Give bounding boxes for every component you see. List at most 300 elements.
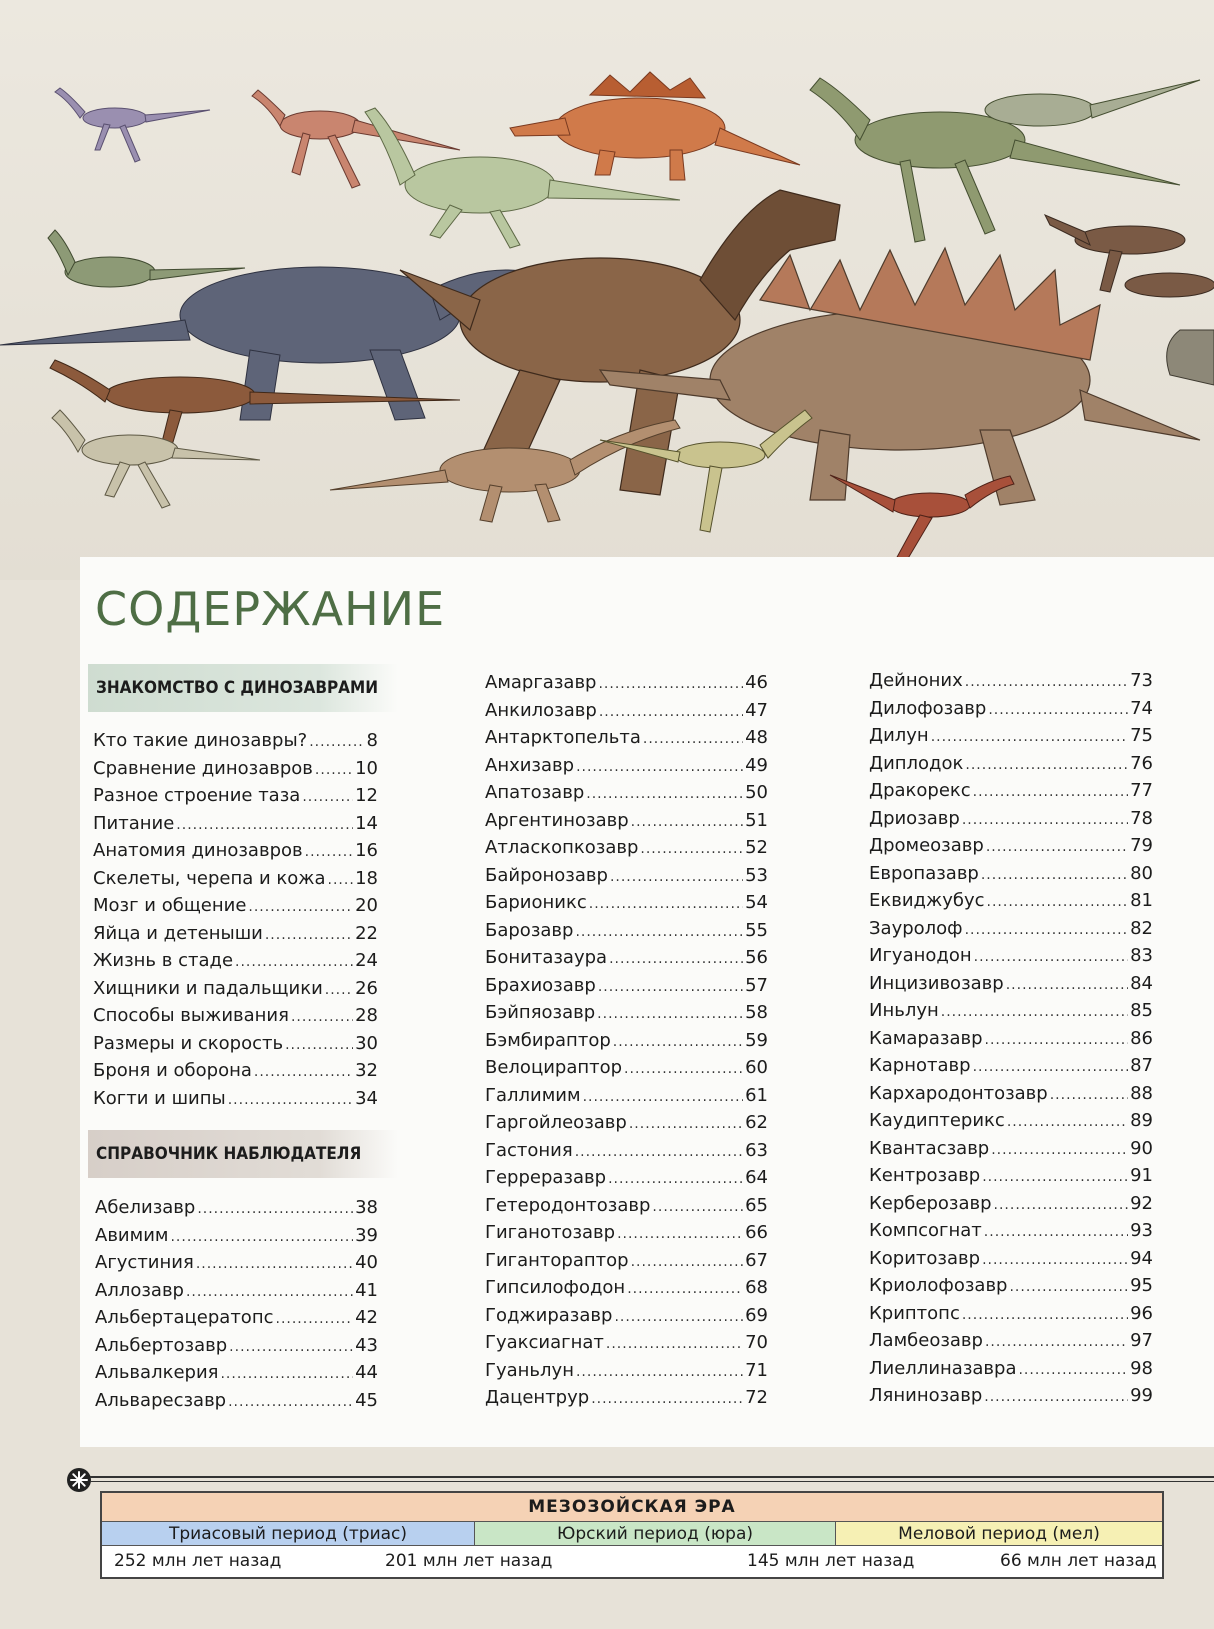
toc-entry-title: Криолофозавр bbox=[869, 1275, 1008, 1296]
dot-leader bbox=[229, 1339, 353, 1355]
toc-entry-page: 71 bbox=[745, 1359, 768, 1381]
toc-entry-title: Антарктопельта bbox=[485, 727, 641, 748]
toc-entry bbox=[869, 1055, 1153, 1083]
toc-entry bbox=[485, 1167, 768, 1195]
toc-entry bbox=[869, 1193, 1153, 1221]
toc-entry bbox=[485, 672, 768, 700]
toc-entry-title: Хищники и падальщики bbox=[93, 977, 323, 999]
toc-entry-title: Лянинозавр bbox=[869, 1385, 983, 1406]
dot-leader bbox=[982, 1252, 1128, 1268]
dot-leader bbox=[598, 676, 743, 692]
dot-leader bbox=[614, 1309, 743, 1325]
toc-entry-page: 94 bbox=[1130, 1247, 1153, 1269]
toc-entry-page: 58 bbox=[745, 1002, 768, 1023]
dot-leader bbox=[608, 1171, 743, 1187]
dot-leader bbox=[965, 757, 1128, 773]
toc-entry bbox=[869, 725, 1153, 753]
dot-leader bbox=[302, 789, 353, 805]
toc-entry-title: Квантасзавр bbox=[869, 1137, 990, 1159]
toc-entry-title: Дракорекс bbox=[869, 780, 971, 801]
toc-entry bbox=[93, 1088, 378, 1116]
toc-entry-title: Анатомия динозавров bbox=[93, 840, 303, 861]
toc-entry-page: 50 bbox=[745, 782, 768, 803]
toc-entry-title: Способы выживания bbox=[93, 1005, 289, 1026]
toc-entry-page: 61 bbox=[745, 1084, 768, 1106]
toc-entry bbox=[95, 1390, 378, 1418]
dot-leader bbox=[248, 899, 353, 915]
toc-entry-title: Амаргазавр bbox=[485, 672, 597, 693]
toc-entry-title: Ламбеозавр bbox=[869, 1330, 983, 1351]
toc-entry-title: Альбертозавр bbox=[95, 1334, 228, 1356]
toc-entry-page: 90 bbox=[1130, 1137, 1153, 1159]
toc-entry bbox=[485, 837, 768, 865]
toc-entry-title: Компсогнат bbox=[869, 1220, 982, 1241]
toc-entry-title: Гуаньлун bbox=[485, 1359, 574, 1381]
toc-entry-page: 99 bbox=[1130, 1385, 1153, 1406]
toc-entry-page: 10 bbox=[355, 757, 378, 779]
time-marker: 252 млн лет назад bbox=[114, 1551, 282, 1571]
period-triassic: Триасовый период (триас) bbox=[102, 1522, 475, 1546]
toc-entry-title: Байронозавр bbox=[485, 864, 608, 886]
toc-entry-page: 82 bbox=[1130, 917, 1153, 939]
toc-entry bbox=[869, 1248, 1153, 1276]
toc-entry-title: Бэйпяозавр bbox=[485, 1002, 596, 1023]
dot-leader bbox=[305, 844, 353, 860]
toc-entry-page: 81 bbox=[1130, 890, 1153, 911]
toc-entry-title: Кархародонтозавр bbox=[869, 1082, 1048, 1104]
toc-entry-page: 79 bbox=[1130, 835, 1153, 856]
toc-entry-title: Велоцираптор bbox=[485, 1057, 623, 1078]
toc-entry-page: 68 bbox=[745, 1277, 768, 1298]
toc-entry-page: 38 bbox=[355, 1197, 378, 1218]
dot-leader bbox=[228, 1394, 353, 1410]
toc-entry-title: Каудиптерикс bbox=[869, 1110, 1005, 1131]
dot-leader bbox=[627, 1281, 743, 1297]
section-heading-guide: СПРАВОЧНИК НАБЛЮДАТЕЛЯ bbox=[88, 1130, 398, 1178]
toc-entry bbox=[869, 1220, 1153, 1248]
toc-entry bbox=[95, 1307, 378, 1335]
toc-entry bbox=[485, 700, 768, 728]
period-cretaceous: Меловой период (мел) bbox=[836, 1522, 1162, 1546]
toc-entry-page: 65 bbox=[745, 1194, 768, 1216]
dot-leader bbox=[1006, 977, 1128, 993]
toc-entry-title: Лиеллиназавра bbox=[869, 1357, 1017, 1379]
toc-entry-title: Аллозавр bbox=[95, 1279, 184, 1301]
toc-entry-page: 54 bbox=[745, 892, 768, 913]
dot-leader bbox=[988, 702, 1128, 718]
toc-entry bbox=[869, 1275, 1153, 1303]
dot-leader bbox=[1007, 1114, 1128, 1130]
toc-entry-page: 87 bbox=[1130, 1055, 1153, 1076]
toc-entry-title: Гиганторaптор bbox=[485, 1249, 629, 1271]
toc-entry-page: 46 bbox=[745, 672, 768, 693]
dot-leader bbox=[599, 704, 743, 720]
toc-entry bbox=[93, 868, 378, 896]
toc-entry bbox=[93, 978, 378, 1006]
toc-entry-page: 77 bbox=[1130, 780, 1153, 801]
toc-entry-title: Разное строение таза bbox=[93, 785, 301, 806]
toc-entry-page: 95 bbox=[1130, 1275, 1153, 1296]
toc-entry bbox=[869, 1358, 1153, 1386]
toc-entry-title: Герреразавр bbox=[485, 1167, 607, 1188]
toc-entry-title: Гуаксиагнат bbox=[485, 1332, 604, 1353]
toc-entry-page: 12 bbox=[355, 785, 378, 806]
toc-entry-page: 78 bbox=[1130, 807, 1153, 829]
toc-entry-page: 44 bbox=[355, 1362, 378, 1383]
geologic-timeline bbox=[100, 1491, 1164, 1579]
toc-entry-title: Аргентинозавр bbox=[485, 809, 629, 831]
toc-entry-title: Дейноних bbox=[869, 670, 963, 691]
toc-entry-title: Дацентрур bbox=[485, 1387, 590, 1408]
dot-leader bbox=[982, 1169, 1128, 1185]
toc-entry-page: 14 bbox=[355, 812, 378, 834]
toc-entry-title: Питание bbox=[93, 812, 175, 834]
toc-entry-page: 56 bbox=[745, 947, 768, 968]
toc-entry bbox=[485, 920, 768, 948]
toc-entry bbox=[869, 945, 1153, 973]
toc-entry bbox=[485, 1112, 768, 1140]
toc-entry-title: Атласкопкозавр bbox=[485, 837, 639, 858]
dot-leader bbox=[984, 1224, 1128, 1240]
toc-entry-title: Размеры и скорость bbox=[93, 1032, 284, 1054]
toc-entry-title: Гетеродонтозавр bbox=[485, 1194, 651, 1216]
dot-leader bbox=[617, 1226, 743, 1242]
toc-entry-title: Дилофозавр bbox=[869, 697, 987, 719]
toc-entry-title: Альвалкерия bbox=[95, 1362, 219, 1383]
dot-leader bbox=[984, 1389, 1128, 1405]
toc-entry-title: Коритозавр bbox=[869, 1247, 981, 1269]
toc-entry-title: Апатозавр bbox=[485, 782, 585, 803]
toc-entry bbox=[485, 892, 768, 920]
toc-entry-page: 32 bbox=[355, 1060, 378, 1081]
toc-entry bbox=[485, 755, 768, 783]
toc-entry-page: 45 bbox=[355, 1389, 378, 1411]
toc-entry-title: Броня и оборона bbox=[93, 1060, 252, 1081]
toc-entry-title: Зауролоф bbox=[869, 917, 963, 939]
toc-entry-title: Гиганотозавр bbox=[485, 1222, 616, 1243]
dot-leader bbox=[613, 1034, 743, 1050]
toc-list-guide bbox=[95, 1197, 378, 1417]
dot-leader bbox=[994, 1197, 1129, 1213]
toc-entry-title: Альваресзавр bbox=[95, 1389, 227, 1411]
dot-leader bbox=[985, 1334, 1128, 1350]
toc-entry-page: 8 bbox=[366, 730, 378, 751]
toc-entry-title: Дриозавр bbox=[869, 807, 960, 829]
toc-entry-title: Анкилозавр bbox=[485, 699, 597, 721]
toc-entry-title: Гастония bbox=[485, 1139, 573, 1161]
toc-entry bbox=[485, 1195, 768, 1223]
dot-leader bbox=[643, 731, 743, 747]
toc-entry-title: Жизнь в стаде bbox=[93, 950, 234, 971]
toc-entry bbox=[869, 753, 1153, 781]
toc-entry-title: Криптопс bbox=[869, 1302, 960, 1324]
dot-leader bbox=[235, 954, 353, 970]
dot-leader bbox=[254, 1064, 353, 1080]
toc-entry-page: 80 bbox=[1130, 862, 1153, 884]
toc-entry bbox=[93, 1060, 378, 1088]
dot-leader bbox=[583, 1089, 744, 1105]
toc-entry bbox=[485, 1250, 768, 1278]
toc-entry-title: Сравнение динозавров bbox=[93, 757, 313, 779]
toc-entry-page: 30 bbox=[355, 1032, 378, 1054]
toc-entry-title: Бонитазаура bbox=[485, 947, 608, 968]
toc-entry-page: 42 bbox=[355, 1307, 378, 1328]
toc-entry bbox=[869, 835, 1153, 863]
toc-entry bbox=[869, 1138, 1153, 1166]
dot-leader bbox=[186, 1284, 353, 1300]
dot-leader bbox=[609, 951, 743, 967]
toc-entry bbox=[93, 1033, 378, 1061]
toc-entry-page: 43 bbox=[355, 1334, 378, 1356]
toc-entry-page: 55 bbox=[745, 919, 768, 941]
toc-entry bbox=[485, 727, 768, 755]
toc-entry bbox=[869, 1303, 1153, 1331]
toc-entry bbox=[485, 1387, 768, 1415]
toc-entry bbox=[869, 808, 1153, 836]
toc-entry-title: Карнотавр bbox=[869, 1055, 971, 1076]
dot-leader bbox=[974, 949, 1128, 965]
toc-entry bbox=[485, 1277, 768, 1305]
dot-leader bbox=[631, 1254, 744, 1270]
toc-entry-page: 84 bbox=[1130, 972, 1153, 994]
toc-entry-title: Барозавр bbox=[485, 919, 574, 941]
toc-entry-title: Кто такие динозавры? bbox=[93, 730, 308, 751]
toc-entry bbox=[95, 1280, 378, 1308]
toc-entry bbox=[869, 890, 1153, 918]
toc-entry-page: 18 bbox=[355, 867, 378, 889]
toc-entry bbox=[869, 918, 1153, 946]
toc-entry bbox=[869, 1330, 1153, 1358]
toc-entry-page: 48 bbox=[745, 727, 768, 748]
dot-leader bbox=[325, 982, 353, 998]
toc-entry-page: 51 bbox=[745, 809, 768, 831]
toc-entry-title: Скелеты, черепа и кожа bbox=[93, 867, 326, 889]
toc-entry bbox=[485, 810, 768, 838]
time-marker: 201 млн лет назад bbox=[385, 1551, 553, 1571]
toc-entry-page: 72 bbox=[745, 1387, 768, 1408]
toc-entry-title: Гипсилофодон bbox=[485, 1277, 626, 1298]
toc-entry-title: Камаразавр bbox=[869, 1027, 983, 1049]
toc-list-column-3 bbox=[869, 670, 1153, 1413]
toc-entry-page: 52 bbox=[745, 837, 768, 858]
dot-leader bbox=[285, 1037, 353, 1053]
toc-entry bbox=[485, 1085, 768, 1113]
toc-entry-page: 59 bbox=[745, 1029, 768, 1051]
dot-leader bbox=[276, 1311, 354, 1327]
period-jurassic: Юрский период (юра) bbox=[475, 1522, 836, 1546]
toc-entry-page: 39 bbox=[355, 1224, 378, 1246]
toc-entry bbox=[485, 1030, 768, 1058]
dot-leader bbox=[265, 927, 353, 943]
dot-leader bbox=[973, 784, 1128, 800]
era-title: МЕЗОЗОЙСКАЯ ЭРА bbox=[102, 1493, 1162, 1522]
toc-entry-page: 93 bbox=[1130, 1220, 1153, 1241]
toc-entry-page: 76 bbox=[1130, 752, 1153, 774]
toc-entry-page: 63 bbox=[745, 1139, 768, 1161]
time-marker: 66 млн лет назад bbox=[1000, 1551, 1157, 1571]
dot-leader bbox=[652, 1199, 743, 1215]
toc-entry-title: Бэмбираптор bbox=[485, 1029, 611, 1051]
dot-leader bbox=[1009, 1279, 1128, 1295]
toc-entry bbox=[869, 1110, 1153, 1138]
toc-entry-page: 20 bbox=[355, 895, 378, 916]
toc-entry-page: 66 bbox=[745, 1222, 768, 1243]
toc-entry-page: 85 bbox=[1130, 1000, 1153, 1021]
toc-entry-page: 47 bbox=[745, 699, 768, 721]
toc-entry-page: 75 bbox=[1130, 725, 1153, 746]
toc-entry bbox=[485, 1057, 768, 1085]
toc-entry-title: Яйца и детеныши bbox=[93, 922, 263, 944]
toc-list-intro bbox=[93, 730, 378, 1115]
dot-leader bbox=[610, 869, 743, 885]
toc-entry bbox=[869, 1165, 1153, 1193]
toc-entry-title: Когти и шипы bbox=[93, 1087, 226, 1109]
dot-leader bbox=[575, 1144, 743, 1160]
toc-entry-title: Кентрозавр bbox=[869, 1165, 981, 1186]
toc-entry bbox=[485, 975, 768, 1003]
toc-entry-title: Анхизавр bbox=[485, 754, 575, 776]
dot-leader bbox=[589, 896, 743, 912]
toc-entry-title: Галлимим bbox=[485, 1084, 581, 1106]
toc-entry bbox=[93, 730, 378, 758]
dot-leader bbox=[973, 1059, 1129, 1075]
toc-entry bbox=[93, 950, 378, 978]
dot-leader bbox=[291, 1009, 353, 1025]
dot-leader bbox=[591, 1391, 743, 1407]
toc-entry-title: Диплодок bbox=[869, 752, 964, 774]
toc-entry-page: 69 bbox=[745, 1304, 768, 1326]
toc-entry-page: 64 bbox=[745, 1167, 768, 1188]
dot-leader bbox=[985, 1032, 1129, 1048]
dot-leader bbox=[576, 1364, 743, 1380]
dinosaur-illustration bbox=[0, 0, 1214, 580]
toc-entry-page: 97 bbox=[1130, 1330, 1153, 1351]
dot-leader bbox=[309, 734, 364, 750]
toc-entry bbox=[485, 782, 768, 810]
toc-entry-page: 91 bbox=[1130, 1165, 1153, 1186]
toc-entry-page: 41 bbox=[355, 1279, 378, 1301]
toc-entry bbox=[95, 1362, 378, 1390]
toc-entry-title: Абелизавр bbox=[95, 1197, 196, 1218]
toc-entry-page: 73 bbox=[1130, 670, 1153, 691]
toc-entry-page: 96 bbox=[1130, 1302, 1153, 1324]
toc-entry-title: Инцизивозавр bbox=[869, 972, 1004, 994]
toc-entry bbox=[93, 813, 378, 841]
toc-entry-page: 98 bbox=[1130, 1357, 1153, 1379]
toc-entry-title: Барионикс bbox=[485, 892, 587, 913]
toc-entry-page: 24 bbox=[355, 950, 378, 971]
toc-entry-page: 34 bbox=[355, 1087, 378, 1109]
time-marker: 145 млн лет назад bbox=[747, 1551, 915, 1571]
toc-entry-title: Гаргойлеозавр bbox=[485, 1112, 627, 1133]
toc-entry bbox=[869, 973, 1153, 1001]
toc-entry-title: Агустиния bbox=[95, 1252, 194, 1273]
toc-entry bbox=[869, 1000, 1153, 1028]
toc-entry-page: 16 bbox=[355, 840, 378, 861]
dot-leader bbox=[176, 817, 353, 833]
dot-leader bbox=[962, 812, 1128, 828]
toc-entry bbox=[485, 1002, 768, 1030]
page-title: СОДЕРЖАНИЕ bbox=[95, 582, 446, 636]
toc-entry-title: Дилун bbox=[869, 725, 929, 746]
dot-leader bbox=[640, 841, 743, 857]
toc-entry-page: 67 bbox=[745, 1249, 768, 1271]
dot-leader bbox=[597, 1006, 743, 1022]
toc-entry-page: 60 bbox=[745, 1057, 768, 1078]
toc-entry-page: 74 bbox=[1130, 697, 1153, 719]
asterisk-ornament-icon bbox=[66, 1467, 92, 1493]
toc-list-column-2 bbox=[485, 672, 768, 1415]
dot-leader bbox=[981, 867, 1128, 883]
toc-entry-page: 22 bbox=[355, 922, 378, 944]
toc-entry bbox=[485, 1332, 768, 1360]
toc-entry-page: 40 bbox=[355, 1252, 378, 1273]
toc-entry bbox=[485, 865, 768, 893]
toc-entry bbox=[869, 863, 1153, 891]
toc-entry-title: Авимим bbox=[95, 1224, 169, 1246]
toc-entry bbox=[93, 895, 378, 923]
toc-entry-page: 53 bbox=[745, 864, 768, 886]
toc-entry bbox=[93, 840, 378, 868]
toc-entry bbox=[93, 1005, 378, 1033]
toc-entry-page: 49 bbox=[745, 754, 768, 776]
dot-leader bbox=[170, 1229, 353, 1245]
toc-entry-title: Дромеозавр bbox=[869, 835, 984, 856]
toc-entry bbox=[869, 670, 1153, 698]
dot-leader bbox=[965, 674, 1128, 690]
toc-entry bbox=[93, 785, 378, 813]
dot-leader bbox=[220, 1366, 353, 1382]
dot-leader bbox=[962, 1307, 1128, 1323]
dot-leader bbox=[991, 1142, 1128, 1158]
toc-entry bbox=[869, 698, 1153, 726]
toc-entry-title: Иньлун bbox=[869, 1000, 939, 1021]
dot-leader bbox=[196, 1256, 353, 1272]
toc-entry-title: Брахиозавр bbox=[485, 974, 596, 996]
toc-entry bbox=[485, 1305, 768, 1333]
dot-leader bbox=[965, 922, 1129, 938]
toc-entry bbox=[95, 1252, 378, 1280]
toc-entry-title: Игуанодон bbox=[869, 945, 972, 966]
toc-entry bbox=[93, 923, 378, 951]
toc-entry-page: 92 bbox=[1130, 1192, 1153, 1214]
toc-entry bbox=[485, 1140, 768, 1168]
dot-leader bbox=[328, 872, 354, 888]
toc-entry bbox=[869, 1385, 1153, 1413]
dot-leader bbox=[598, 979, 743, 995]
toc-entry bbox=[95, 1225, 378, 1253]
dot-leader bbox=[1050, 1087, 1128, 1103]
toc-entry-page: 26 bbox=[355, 977, 378, 999]
toc-entry bbox=[93, 758, 378, 786]
dot-leader bbox=[1018, 1362, 1128, 1378]
dot-leader bbox=[986, 839, 1128, 855]
dot-leader bbox=[629, 1116, 743, 1132]
toc-entry bbox=[95, 1197, 378, 1225]
toc-entry-page: 62 bbox=[745, 1112, 768, 1133]
toc-entry-page: 86 bbox=[1130, 1027, 1153, 1049]
dot-leader bbox=[576, 759, 743, 775]
toc-entry-title: Еквиджубус bbox=[869, 890, 985, 911]
toc-entry bbox=[485, 1222, 768, 1250]
toc-entry bbox=[95, 1335, 378, 1363]
dot-leader bbox=[315, 762, 353, 778]
dot-leader bbox=[606, 1336, 743, 1352]
toc-entry-page: 28 bbox=[355, 1005, 378, 1026]
toc-entry bbox=[485, 1360, 768, 1388]
toc-entry bbox=[869, 780, 1153, 808]
toc-entry bbox=[485, 947, 768, 975]
